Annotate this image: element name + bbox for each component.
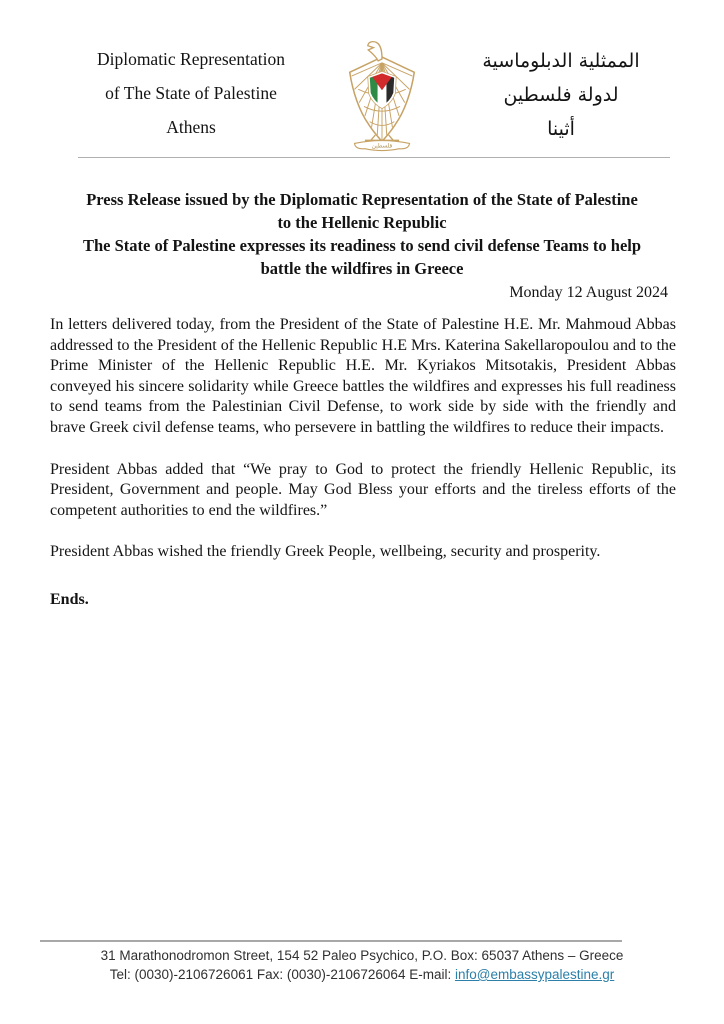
letterhead-english-line: of The State of Palestine [105, 83, 277, 103]
eagle-of-saladin-icon [339, 40, 425, 152]
title-line: battle the wildfires in Greece [260, 259, 464, 278]
letterhead-arabic-line: أثينا [547, 118, 575, 140]
emblem-banner-text: فلسطين [371, 143, 393, 150]
ends-label: Ends. [50, 590, 89, 608]
release-date: Monday 12 August 2024 [509, 284, 668, 301]
body-paragraph: President Abbas wished the friendly Greek People, wellbeing, security and prosperity. [50, 543, 601, 561]
footer-contact-prefix: Tel: (0030)-2106726061 Fax: (0030)-2106726064 E-mail: [109, 967, 452, 982]
press-release-title [40, 188, 684, 280]
footer-address: 31 Marathonodromon Street, 154 52 Paleo Psychico, P.O. Box: 65037 Athens – Greece [100, 948, 624, 963]
title-line: to the Hellenic Republic [277, 213, 447, 232]
letterhead-divider [78, 157, 670, 158]
palestine-coat-of-arms-emblem [322, 36, 442, 152]
footer [0, 940, 724, 984]
body-paragraph: In letters delivered today, from the President of the State of Palestine H.E. Mr. Mahmoud Abbas addressed to the President of the Hellenic Republic H.E Mrs. Katerina Sakellaropoulou and to the Prime Minister of the Hellenic Republic H.E. Mr. Kyriakos Mitsotakis, President Abbas conveyed his sincere solidarity while Greece battles the wildfires and expresses his full readiness to send teams from the Palestinian Civil Defense, to work side by side with the friendly and brave Greek civil defense teams, who persevere in battling the wildfires to reduce their impacts. [50, 316, 676, 436]
letterhead-english-line: Diplomatic Representation [96, 49, 286, 69]
email-link[interactable]: info@embassypalestine.gr [454, 967, 615, 982]
letterhead [0, 0, 724, 152]
letterhead-english-line: Athens [166, 117, 216, 137]
letterhead-english [60, 36, 322, 144]
letterhead-arabic [442, 36, 680, 146]
letterhead-arabic-line: الممثلية الدبلوماسية [482, 50, 640, 72]
title-line: The State of Palestine expresses its readiness to send civil defense Teams to help [82, 236, 642, 255]
title-line: Press Release issued by the Diplomatic Representation of the State of Palestine [86, 190, 638, 209]
letterhead-arabic-line: لدولة فلسطين [503, 84, 619, 106]
footer-divider [40, 940, 622, 942]
body-paragraph: President Abbas added that “We pray to God to protect the friendly Hellenic Republic, its President, Government and people. May God Bless your efforts and the tireless efforts of the competent authorities to end the wildfires.” [50, 460, 676, 519]
footer-contact-line [0, 965, 724, 984]
release-body [50, 315, 676, 563]
